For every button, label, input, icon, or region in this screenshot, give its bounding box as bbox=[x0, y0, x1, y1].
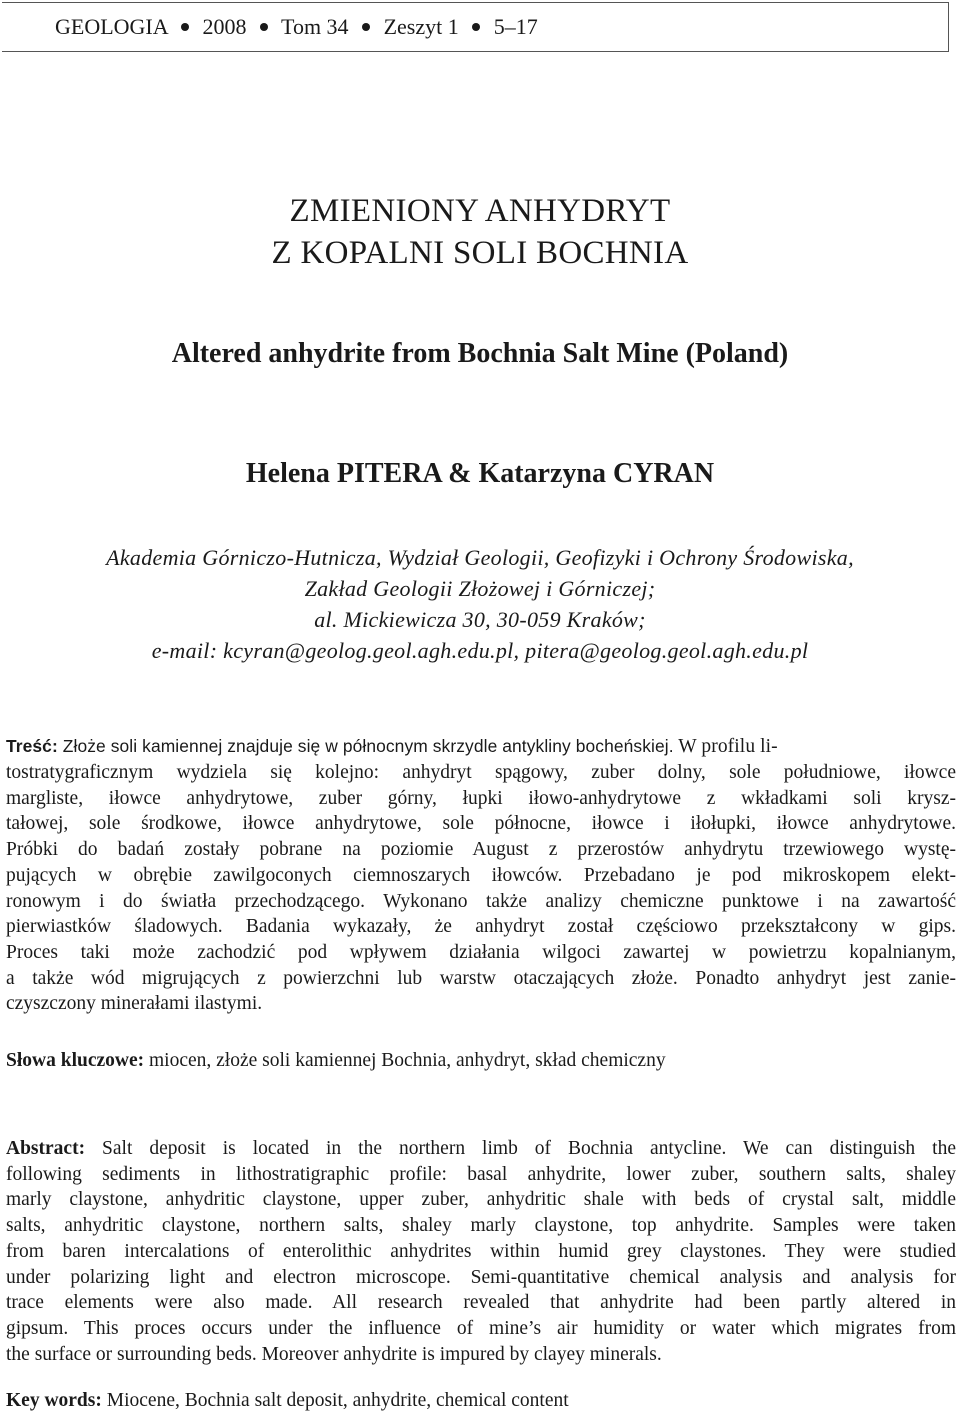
journal-year: 2008 bbox=[202, 14, 247, 39]
streszczenie-label: Treść: bbox=[6, 736, 58, 756]
affiliation-email: e-mail: kcyran@geolog.geol.agh.edu.pl, pitera@geolog.geol.agh.edu.pl bbox=[151, 638, 809, 663]
bullet-icon bbox=[362, 23, 370, 31]
title-polish-line: ZMIENIONY ANHYDRYT bbox=[289, 193, 671, 229]
bullet-icon bbox=[472, 23, 480, 31]
journal-header bbox=[55, 14, 538, 40]
abstract-line: salts, anhydritic claystone, northern salts, shaley marly claystone, top anhydrite. Samples were taken bbox=[6, 1215, 956, 1237]
streszczenie-first-line bbox=[6, 734, 956, 760]
bullet-icon bbox=[260, 23, 268, 31]
streszczenie-line: Próbki do badań zostały pobrane na poziomie August z przerostów anhydrytu trzewiowego wystę- bbox=[6, 839, 956, 861]
abstract-english bbox=[6, 1136, 956, 1367]
streszczenie-line: pujących w obrębie zawilgoconych ciemnoszarych iłowców. Przebadano je pod mikroskopem elekt- bbox=[6, 864, 956, 886]
affiliation-line: Zakład Geologii Złożowej i Górniczej; bbox=[304, 576, 656, 601]
keywords-polish bbox=[6, 1050, 666, 1072]
streszczenie-line: tostratygraficznym wydziela się kolejno: anhydryt spągowy, zuber dolny, sole południowe, iłowce bbox=[6, 762, 956, 783]
abstract-label: Abstract: bbox=[6, 1138, 86, 1159]
streszczenie-line: a także wód migrujących z powierzchni lub warstw otaczających złoże. Ponadto anhydryt jest zanie- bbox=[6, 967, 956, 989]
affiliation bbox=[0, 542, 960, 666]
abstract-line: marly claystone, anhydritic claystone, upper zuber, anhydritic shale with beds of crystal salt, middle bbox=[6, 1189, 956, 1211]
abstract-line bbox=[6, 1136, 956, 1162]
abstract-line: from baren intercalations of enterolithic anhydrites within humid grey claystones. They were studied bbox=[6, 1240, 956, 1262]
abstract-line: the surface or surrounding beds. Moreover anhydrite is impured by clayey minerals. bbox=[6, 1343, 662, 1365]
keywords-polish-label: Słowa kluczowe: bbox=[6, 1050, 145, 1071]
title-polish-line: Z KOPALNI SOLI BOCHNIA bbox=[271, 235, 689, 271]
affiliation-line: al. Mickiewicza 30, 30-059 Kraków; bbox=[314, 607, 646, 632]
keywords-polish-text: miocen, złoże soli kamiennej Bochnia, anhydryt, skład chemiczny bbox=[144, 1050, 666, 1071]
streszczenie-line: margliste, iłowce anhydrytowe, zuber górny, łupki iłowo-anhydrytowe z wkładkami soli krysz- bbox=[6, 787, 956, 809]
keywords-english-text: Miocene, Bochnia salt deposit, anhydrite, chemical content bbox=[101, 1390, 569, 1411]
streszczenie-body bbox=[6, 760, 956, 1017]
journal-issue: Zeszyt 1 bbox=[383, 14, 459, 39]
title-english: Altered anhydrite from Bochnia Salt Mine (Poland) bbox=[171, 338, 789, 369]
streszczenie-text: Złoże soli kamiennej znajduje się w północnym skrzydle antykliny bocheńskiej. bbox=[57, 736, 674, 756]
streszczenie-text: W profilu li- bbox=[673, 736, 778, 757]
abstract-line: trace elements were also made. All research revealed that anhydrite had been partly altered in bbox=[6, 1292, 956, 1314]
journal-volume: Tom 34 bbox=[281, 14, 349, 39]
title-polish bbox=[0, 190, 960, 274]
streszczenie-line: pierwiastków śladowych. Badania wykazały, że anhydryt został częściowo przekształcony w gips. bbox=[6, 916, 956, 938]
streszczenie-line: ronowym i do światła przechodzącego. Wykonano także analizy chemiczne punktowe i na zawartość bbox=[6, 890, 956, 912]
authors: Helena PITERA & Katarzyna CYRAN bbox=[245, 458, 715, 489]
abstract-line: following sediments in lithostratigraphic profile: basal anhydrite, lower zuber, southern salts, shaley bbox=[6, 1163, 956, 1185]
abstract-line: gipsum. This proces occurs under the influence of mine’s air humidity or water which migrates from bbox=[6, 1317, 956, 1339]
keywords-english bbox=[6, 1390, 569, 1412]
streszczenie-line: tałowej, sole środkowe, iłowce anhydrytowe, sole północne, iłowce i iłołupki, iłowce anhydrytowe. bbox=[6, 813, 956, 835]
bullet-icon bbox=[181, 23, 189, 31]
abstract-text: Salt deposit is located in the northern limb of Bochnia antycline. We can distinguish the bbox=[85, 1138, 956, 1159]
journal-name: GEOLOGIA bbox=[55, 14, 168, 39]
journal-pages: 5–17 bbox=[493, 14, 538, 39]
streszczenie-line: czyszczony minerałami ilastymi. bbox=[6, 993, 263, 1015]
affiliation-line: Akademia Górniczo-Hutnicza, Wydział Geologii, Geofizyki i Ochrony Środowiska, bbox=[106, 545, 854, 570]
streszczenie-line: Proces taki może zachodzić pod wpływem działania wilgoci zawartej w powietrzu kopalnianym, bbox=[6, 941, 956, 963]
keywords-english-label: Key words: bbox=[6, 1390, 102, 1411]
abstract-line: under polarizing light and electron microscope. Semi-quantitative chemical analysis and analysis for bbox=[6, 1266, 956, 1288]
